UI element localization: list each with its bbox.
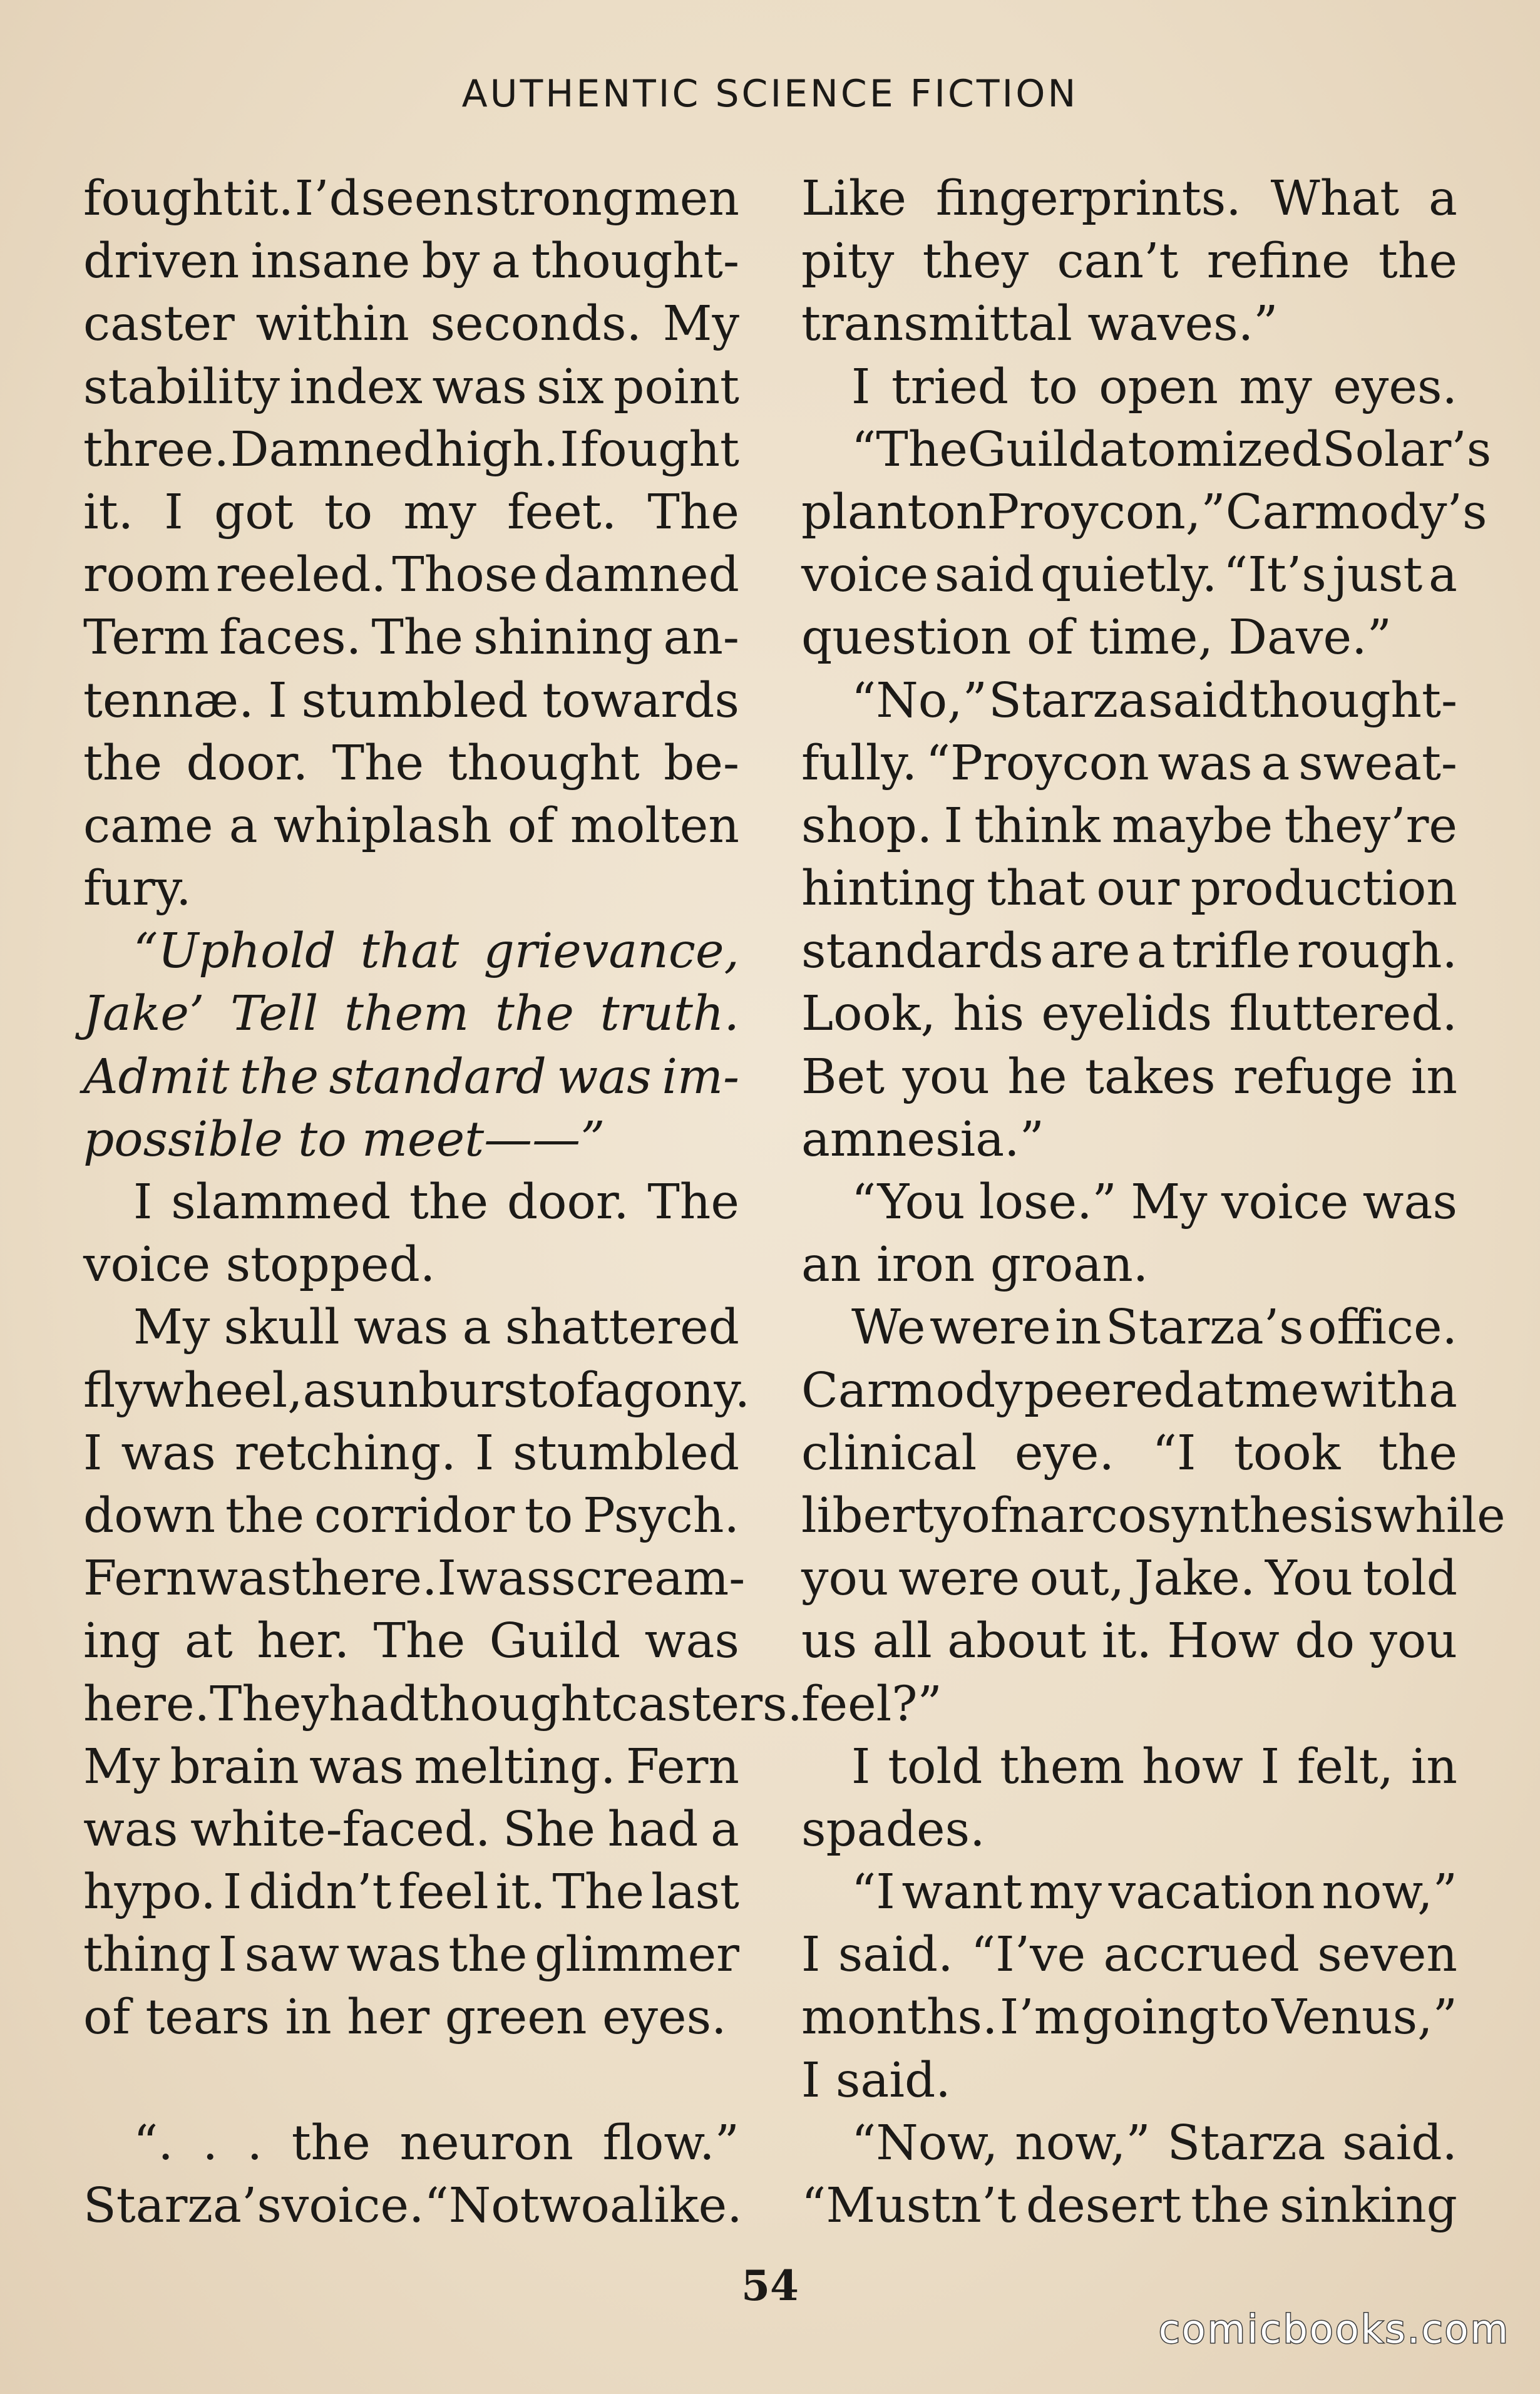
text-line: driven insane by a thought-: [83, 234, 739, 290]
text-line: “You lose.” My voice was: [851, 1174, 1457, 1230]
text-line: fully. “Proycon was a sweat-: [801, 735, 1457, 791]
text-line: My brain was melting. Fern: [83, 1739, 739, 1795]
text-line: “Mustn’t desert the sinking: [801, 2178, 1457, 2234]
text-line: hypo. I didn’t feel it. The last: [83, 1864, 739, 1921]
text-line: liberty of narcosynthesis while: [801, 1487, 1506, 1544]
text-line: Admit the standard was im-: [83, 1049, 739, 1105]
text-line: tennæ. I stumbled towards: [83, 672, 739, 729]
left-text-column: [83, 168, 803, 2237]
text-line: three. Damned high. I fought: [83, 421, 739, 478]
text-line: was white-faced. She had a: [83, 1801, 739, 1857]
text-line: pity they can’t refine the: [801, 234, 1457, 290]
page-number: 54: [741, 2261, 799, 2310]
text-line: question of time, Dave.”: [801, 610, 1392, 666]
text-line: transmittal waves.”: [801, 296, 1278, 352]
text-line: Starza’s voice. “No two alike.: [83, 2178, 742, 2234]
text-line: it. I got to my feet. The: [83, 484, 739, 540]
text-line: I told them how I felt, in: [851, 1739, 1457, 1795]
text-line: Carmody peered at me with a: [801, 1362, 1457, 1419]
text-line: down the corridor to Psych.: [83, 1487, 739, 1544]
text-line: I said. “I’ve accrued seven: [801, 1927, 1457, 1983]
text-line: flywheel, a sunburst of agony.: [83, 1362, 751, 1419]
text-line: ing at her. The Guild was: [83, 1613, 739, 1670]
text-line: thing I saw was the glimmer: [83, 1927, 739, 1983]
text-line: hinting that our production: [801, 861, 1457, 917]
text-line: voice said quietly. “It’s just a: [801, 547, 1457, 604]
text-line: My skull was a shattered: [133, 1300, 739, 1356]
text-line: Look, his eyelids fluttered.: [801, 986, 1457, 1042]
text-line: voice stopped.: [83, 1237, 436, 1293]
text-line: caster within seconds. My: [83, 296, 739, 352]
text-line: “I want my vacation now,”: [851, 1864, 1457, 1921]
text-line: stability index was six point: [83, 359, 739, 415]
text-line: shop. I think maybe they’re: [801, 798, 1457, 854]
text-line: Like fingerprints. What a: [801, 171, 1457, 227]
text-line: spades.: [801, 1801, 985, 1857]
text-line: the door. The thought be-: [83, 735, 739, 791]
text-line: Jake’ Tell them the truth.: [83, 986, 739, 1042]
text-line: us all about it. How do you: [801, 1613, 1457, 1670]
right-text-column: [801, 168, 1506, 2237]
text-line: standards are a trifle rough.: [801, 923, 1457, 980]
text-line: “The Guild atomized Solar’s: [851, 421, 1492, 478]
text-line: I slammed the door. The: [133, 1174, 739, 1230]
text-line: Term faces. The shining an-: [83, 610, 739, 666]
watermark-logo: comicbooks.com: [1158, 2306, 1510, 2352]
text-line: Fern was there. I was scream-: [83, 1551, 746, 1607]
text-line: [83, 2050, 739, 2112]
text-line: you were out, Jake. You told: [801, 1551, 1457, 1607]
text-line: plant on Proycon,” Carmody’s: [801, 484, 1487, 540]
text-line: amnesia.”: [801, 1111, 1044, 1168]
text-line: “Now, now,” Starza said.: [851, 2115, 1457, 2171]
running-header: AUTHENTIC SCIENCE FICTION: [461, 72, 1079, 116]
text-line: came a whiplash of molten: [83, 798, 739, 854]
text-line: fury.: [83, 861, 192, 917]
text-line: room reeled. Those damned: [83, 547, 739, 604]
text-line: an iron groan.: [801, 1237, 1149, 1293]
text-line: I tried to open my eyes.: [851, 359, 1457, 415]
text-line: of tears in her green eyes.: [83, 1990, 727, 2046]
text-line: feel?”: [801, 1676, 942, 1732]
text-line: clinical eye. “I took the: [801, 1425, 1457, 1481]
text-line: I said.: [801, 2052, 951, 2109]
text-line: possible to meet——”: [83, 1111, 605, 1168]
text-line: “Uphold that grievance,: [133, 923, 739, 980]
text-line: “. . . the neuron flow.”: [133, 2115, 739, 2171]
text-line: here. They had thoughtcasters.: [83, 1676, 803, 1732]
text-line: “No,” Starza said thought-: [851, 672, 1457, 729]
text-line: Bet you he takes refuge in: [801, 1049, 1457, 1105]
text-line: I was retching. I stumbled: [83, 1425, 739, 1481]
text-line: months. I’m going to Venus,”: [801, 1990, 1457, 2046]
text-line: fought it. I’d seen strong men: [83, 171, 739, 227]
text-line: We were in Starza’s office.: [851, 1300, 1457, 1356]
